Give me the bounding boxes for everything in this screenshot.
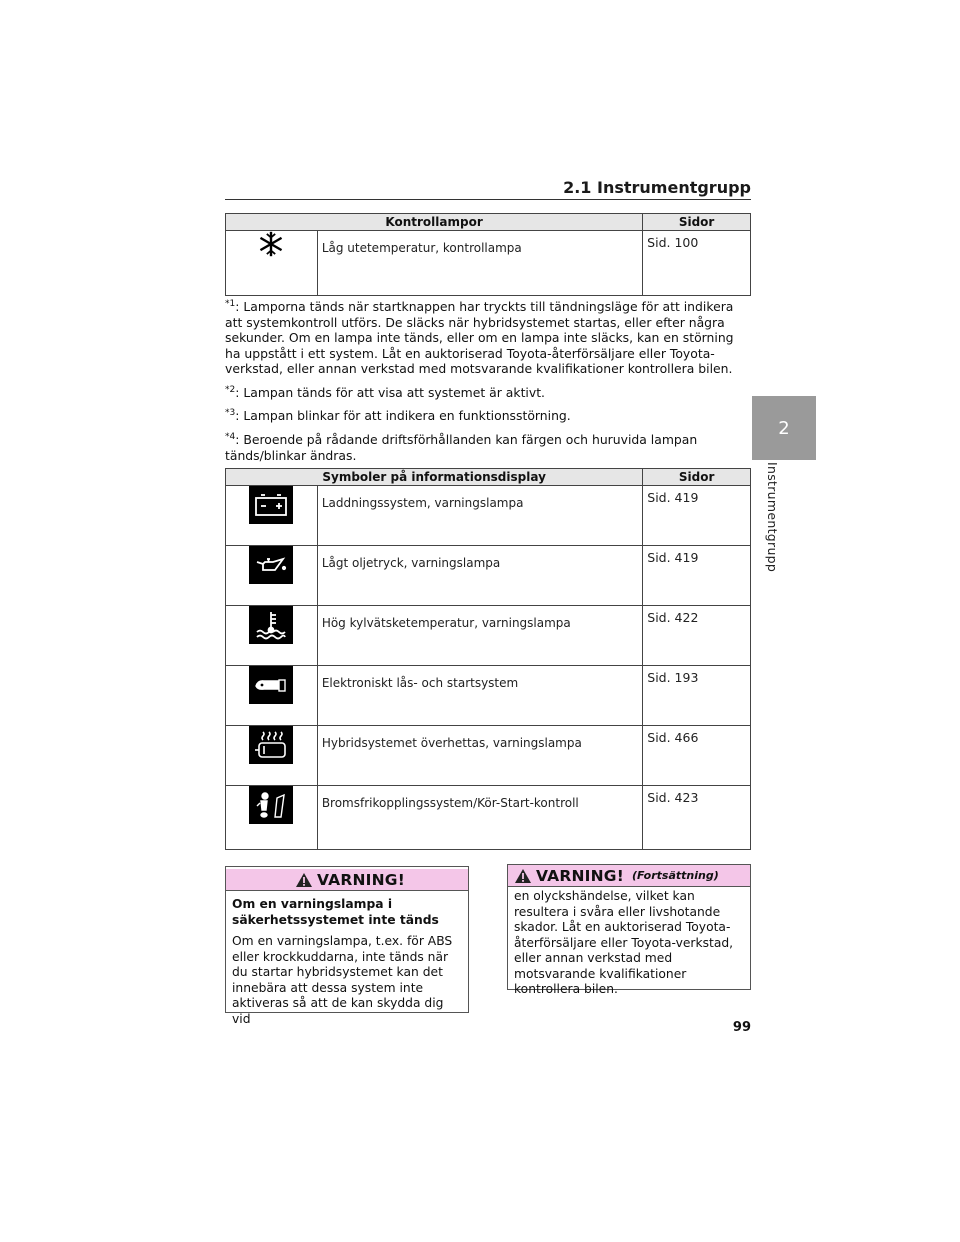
row-description: Elektroniskt lås- och startsystem xyxy=(317,666,642,726)
footnote: $^{*1}$: Lamporna tänds när startknappen har tryckts till tändningsläge för att indikera att systemkontroll utförs. De släcks när hybridsystemet startas, eller efter några sekunder. Om en lampa inte tänds, eller om en lampa inte släcks, kan en störning ha uppstått i ett system. Låt en auktoriserad Toyota-återförsäljare eller Toyota-verkstad, eller annan verkstad med motsvarande kvalifikationer kontrollera bilen. xyxy=(225,299,734,377)
table-row xyxy=(226,546,751,606)
smart-key-icon xyxy=(249,666,293,704)
footnotes xyxy=(225,297,751,469)
footnote: $^{*2}$: Lampan tänds för att visa att systemet är aktivt. xyxy=(225,384,546,400)
table-row xyxy=(226,486,751,546)
warning-heading: Om en varningslampa i säkerhetssystemet inte tänds xyxy=(232,897,439,927)
warning-box xyxy=(225,866,469,1026)
hybrid-overheat-icon xyxy=(249,726,293,764)
row-description: Låg utetemperatur, kontrollampa xyxy=(317,231,642,296)
footnote: $^{*4}$: Beroende på rådande driftsförhållanden kan färgen och huruvida lampan tänds/blinkar ändras. xyxy=(225,431,698,463)
row-page-ref: Sid. 100 xyxy=(643,231,751,296)
row-page-ref: Sid. 419 xyxy=(643,486,751,546)
icon-cell xyxy=(226,231,318,296)
row-description: Bromsfrikopplingssystem/Kör-Start-kontroll xyxy=(317,786,642,850)
column-header-indicators: Kontrollampor xyxy=(226,214,643,231)
warning-header: VARNING! (Fortsättning) xyxy=(508,865,750,887)
page-number: 99 xyxy=(732,1020,751,1035)
display-symbols-table xyxy=(225,468,751,850)
chapter-label: Instrumentgrupp xyxy=(765,462,780,573)
indicator-lamps-table xyxy=(225,213,751,296)
table-row xyxy=(226,606,751,666)
row-page-ref: Sid. 193 xyxy=(643,666,751,726)
row-page-ref: Sid. 466 xyxy=(643,726,751,786)
snowflake-icon xyxy=(258,231,284,257)
warning-triangle-icon xyxy=(295,872,313,888)
table-row xyxy=(226,666,751,726)
section-title: 2.1 Instrumentgrupp xyxy=(563,178,751,197)
coolant-temperature-icon xyxy=(249,606,293,644)
row-page-ref: Sid. 419 xyxy=(643,546,751,606)
table-row xyxy=(226,726,751,786)
row-page-ref: Sid. 422 xyxy=(643,606,751,666)
row-description: Laddningssystem, varningslampa xyxy=(317,486,642,546)
battery-icon xyxy=(249,486,293,524)
brake-pedal-icon xyxy=(249,786,293,824)
warning-text: en olyckshändelse, vilket kan resultera i svåra eller livshotande skador. Låt en auktoriserad Toyota-återförsäljare eller Toyota-verkstad, eller annan verkstad med motsvarande kvalifikationer kontrollera bilen. xyxy=(514,889,734,996)
oil-can-icon xyxy=(249,546,293,584)
header-divider xyxy=(225,199,751,200)
column-header-pages: Sidor xyxy=(643,214,751,231)
warning-triangle-icon xyxy=(514,868,532,884)
footnote: $^{*3}$: Lampan blinkar för att indikera en funktionsstörning. xyxy=(225,408,571,424)
column-header-symbols: Symboler på informationsdisplay xyxy=(226,469,643,486)
row-description: Hybridsystemet överhettas, varningslampa xyxy=(317,726,642,786)
table-row xyxy=(226,231,751,296)
row-page-ref: Sid. 423 xyxy=(643,786,751,850)
warning-box-continued xyxy=(507,864,751,996)
row-description: Hög kylvätsketemperatur, varningslampa xyxy=(317,606,642,666)
warning-text: Om en varningslampa, t.ex. för ABS eller krockkuddarna, inte tänds när du startar hybridsystemet kan det innebära att dessa system inte aktiveras så att de kan skydda dig vid xyxy=(232,934,453,1026)
warning-header: VARNING! xyxy=(226,869,468,891)
chapter-tab: 2 xyxy=(752,396,816,460)
row-description: Lågt oljetryck, varningslampa xyxy=(317,546,642,606)
column-header-pages: Sidor xyxy=(643,469,751,486)
table-row xyxy=(226,786,751,850)
